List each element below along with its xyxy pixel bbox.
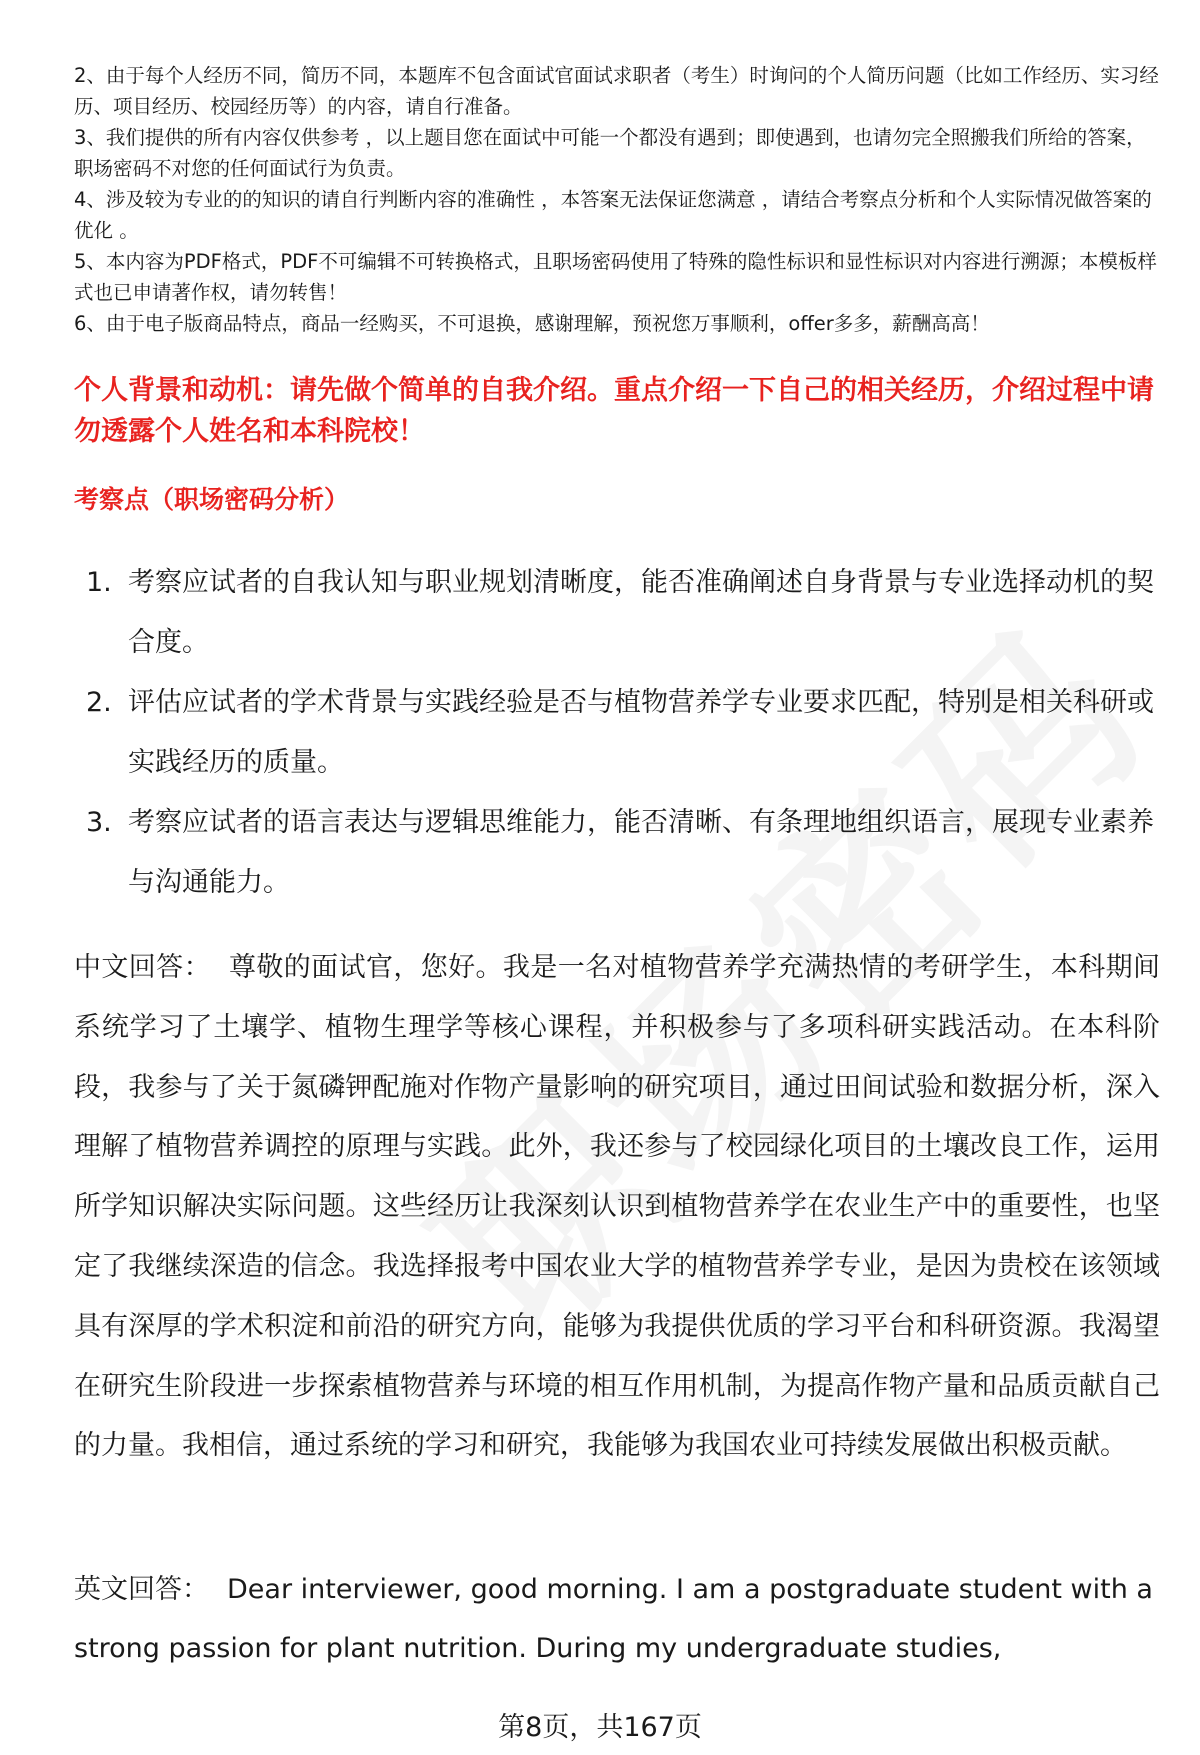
page-number: 第8页，共167页 [498,1712,702,1743]
list-item-text: 考察应试者的语言表达与逻辑思维能力，能否清晰、有条理地组织语言，展现专业素养与沟通能力。 [128,807,1154,898]
english-answer-text: Dear interviewer, good morning. I am a postgraduate student with a strong passion for plant nutrition. During my undergraduate studies, [74,1574,1153,1664]
chinese-answer-label: 中文回答： [74,952,211,983]
list-number: 2. [86,687,112,718]
list-item [74,793,1154,913]
note-item: 2、由于每个人经历不同，简历不同，本题库不包含面试官面试求职者（考生）时询问的个人简历问题（比如工作经历、实习经历、项目经历、校园经历等）的内容，请自行准备。 [74,64,1159,118]
note-item: 6、由于电子版商品特点，商品一经购买，不可退换，感谢理解，预祝您万事顺利，offer多多，薪酬高高！ [74,312,990,335]
list-item-text: 评估应试者的学术背景与实践经验是否与植物营养学专业要求匹配，特别是相关科研或实践经历的质量。 [128,687,1154,778]
question-heading: 个人背景和动机：请先做个简单的自我介绍。重点介绍一下自己的相关经历，介绍过程中请勿透露个人姓名和本科院校！ [74,375,1154,447]
english-answer-label: 英文回答： [74,1574,209,1605]
list-item [74,553,1154,673]
list-number: 3. [86,807,112,838]
chinese-answer-text: 尊敬的面试官，您好。我是一名对植物营养学充满热情的考研学生，本科期间系统学习了土壤学、植物生理学等核心课程，并积极参与了多项科研实践活动。在本科阶段，我参与了关于氮磷钾配施对作物产量影响的研究项目，通过田间试验和数据分析，深入理解了植物营养调控的原理与实践。此外，我还参与了校园绿化项目的土壤改良工作，运用所学知识解决实际问题。这些经历让我深刻认识到植物营养学在农业生产中的重要性，也坚定了我继续深造的信念。我选择报考中国农业大学的植物营养学专业，是因为贵校在该领域具有深厚的学术积淀和前沿的研究方向，能够为我提供优质的学习平台和科研资源。我渴望在研究生阶段进一步探索植物营养与环境的相互作用机制，为提高作物产量和品质贡献自己的力量。我相信，通过系统的学习和研究，我能够为我国农业可持续发展做出积极贡献。 [74,952,1161,1462]
chinese-answer [74,938,1160,1476]
list-item-text: 考察应试者的自我认知与职业规划清晰度，能否准确阐述自身背景与专业选择动机的契合度。 [128,567,1154,658]
note-item: 4、涉及较为专业的的知识的请自行判断内容的准确性 ，本答案无法保证您满意 ，请结合考察点分析和个人实际情况做答案的优化 。 [74,188,1152,242]
note-item: 3、我们提供的所有内容仅供参考 ，以上题目您在面试中可能一个都没有遇到；即使遇到，也请勿完全照搬我们所给的答案，职场密码不对您的任何面试行为负责。 [74,126,1146,180]
english-answer [74,1560,1160,1678]
list-number: 1. [86,567,112,598]
analysis-points [74,553,1154,913]
note-item: 5、本内容为PDF格式，PDF不可编辑不可转换格式，且职场密码使用了特殊的隐性标识和显性标识对内容进行溯源；本模板样式也已申请著作权，请勿转售！ [74,250,1157,304]
list-item [74,673,1154,793]
analysis-title: 考察点（职场密码分析） [74,485,350,514]
disclaimer-notes [74,60,1164,339]
